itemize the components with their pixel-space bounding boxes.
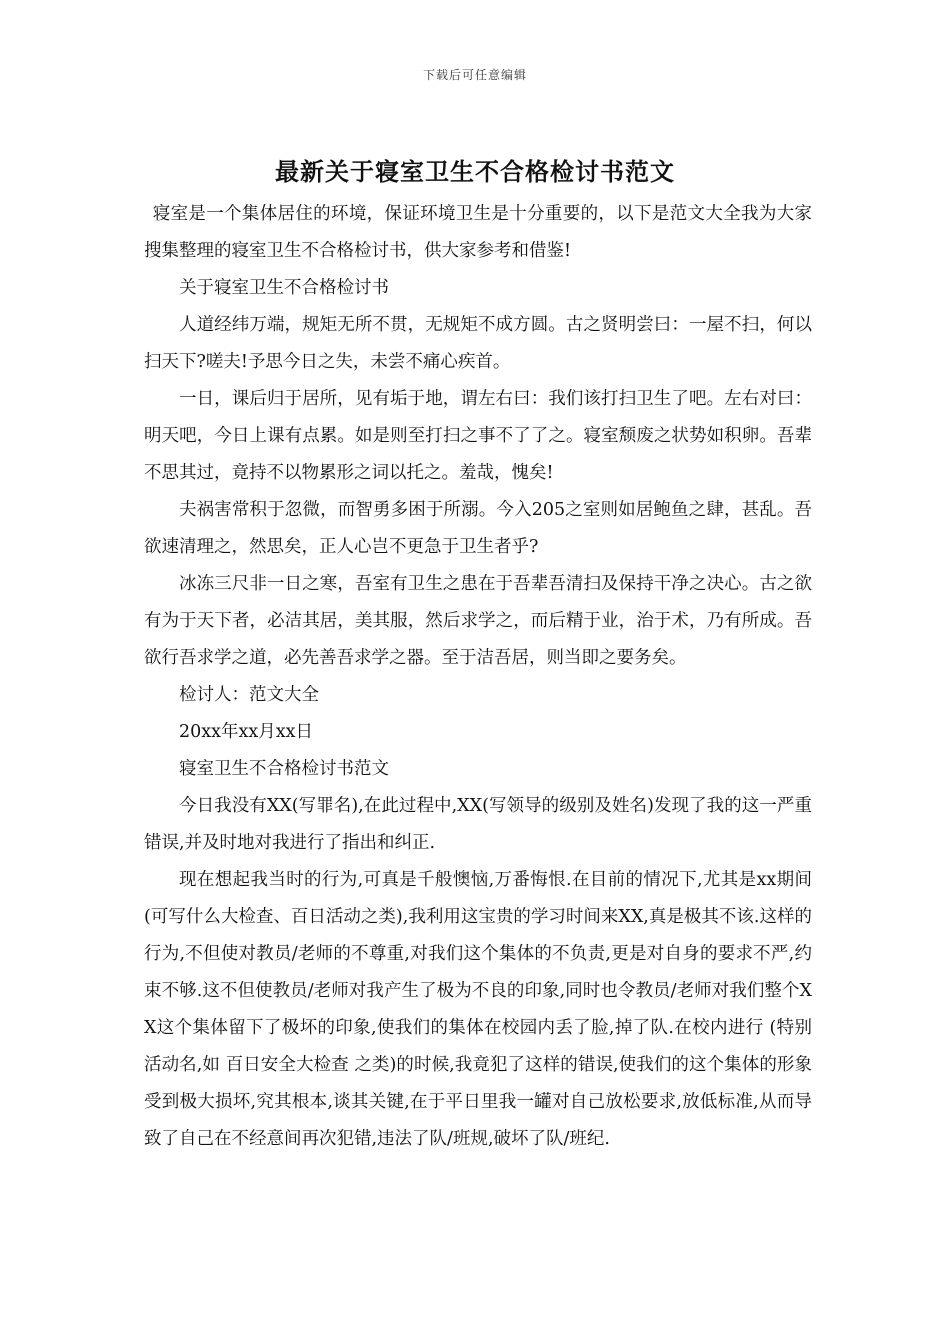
signature-line: 检讨人：范文大全 <box>179 685 319 705</box>
body-paragraph: 今日我没有XX(写罪名),在此过程中,XX(写领导的级别及姓名)发现了我的这一严重错误,并及时地对我进行了指出和纠正. <box>144 796 812 853</box>
intro-paragraph: 寝室是一个集体居住的环境，保证环境卫生是十分重要的，以下是范文大全我为大家搜集整理的寝室卫生不合格检讨书，供大家参考和借鉴! <box>144 204 812 261</box>
document-body <box>144 196 812 1158</box>
section-heading-2: 寝室卫生不合格检讨书范文 <box>179 759 389 779</box>
document-title: 最新关于寝室卫生不合格检讨书范文 <box>275 157 675 186</box>
section-heading-1: 关于寝室卫生不合格检讨书 <box>179 278 389 298</box>
body-paragraph: 人道经纬万端，规矩无所不贯，无规矩不成方圆。古之贤明尝曰：一屋不扫，何以扫天下?嗟夫!予思今日之失，未尝不痛心疾首。 <box>144 315 812 372</box>
date-line: 20xx年xx月xx日 <box>179 722 313 742</box>
header-note: 下载后可任意编辑 <box>422 68 527 82</box>
body-paragraph: 冰冻三尺非一日之寒，吾室有卫生之患在于吾辈吾清扫及保持干净之决心。古之欲有为于天下者，必洁其居，美其服，然后求学之，而后精于业，治于术，乃有所成。吾欲行吾求学之道，必先善吾求学之器。至于洁吾居，则当即之要务矣。 <box>144 574 812 668</box>
body-paragraph: 现在想起我当时的行为,可真是千般懊恼,万番悔恨.在目前的情况下,尤其是xx期间(可写什么大检查、百日活动之类),我利用这宝贵的学习时间来XX,真是极其不该.这样的行为,不但使对教员/老师的不尊重,对我们这个集体的不负责,更是对自身的要求不严,约束不够.这不但使教员/老师对我产生了极为不良的印象,同时也令教员/老师对我们整个XX这个集体留下了极坏的印象,使我们的集体在校园内丢了脸,掉了队.在校内进行 (特别活动名,如 百日安全大检查 之类)的时候,我竟犯了这样的错误,使我们的这个集体的形象受到极大损坏,究其根本,谈其关键,在于平日里我一罐对自己放松要求,放低标准,从而导致了自己在不经意间再次犯错,违法了队/班规,破坏了队/班纪. <box>144 870 812 1149</box>
body-paragraph: 一日，课后归于居所，见有垢于地，谓左右曰：我们该打扫卫生了吧。左右对曰：明天吧，今日上课有点累。如是则至打扫之事不了了之。寝室颓废之状势如积卵。吾辈不思其过，竟持不以物累形之词以托之。羞哉，愧矣! <box>144 389 812 483</box>
body-paragraph: 夫祸害常积于忽微，而智勇多困于所溺。今入205之室则如居鲍鱼之肆，甚乱。吾欲速清理之，然思矣，正人心岂不更急于卫生者乎? <box>144 500 812 557</box>
